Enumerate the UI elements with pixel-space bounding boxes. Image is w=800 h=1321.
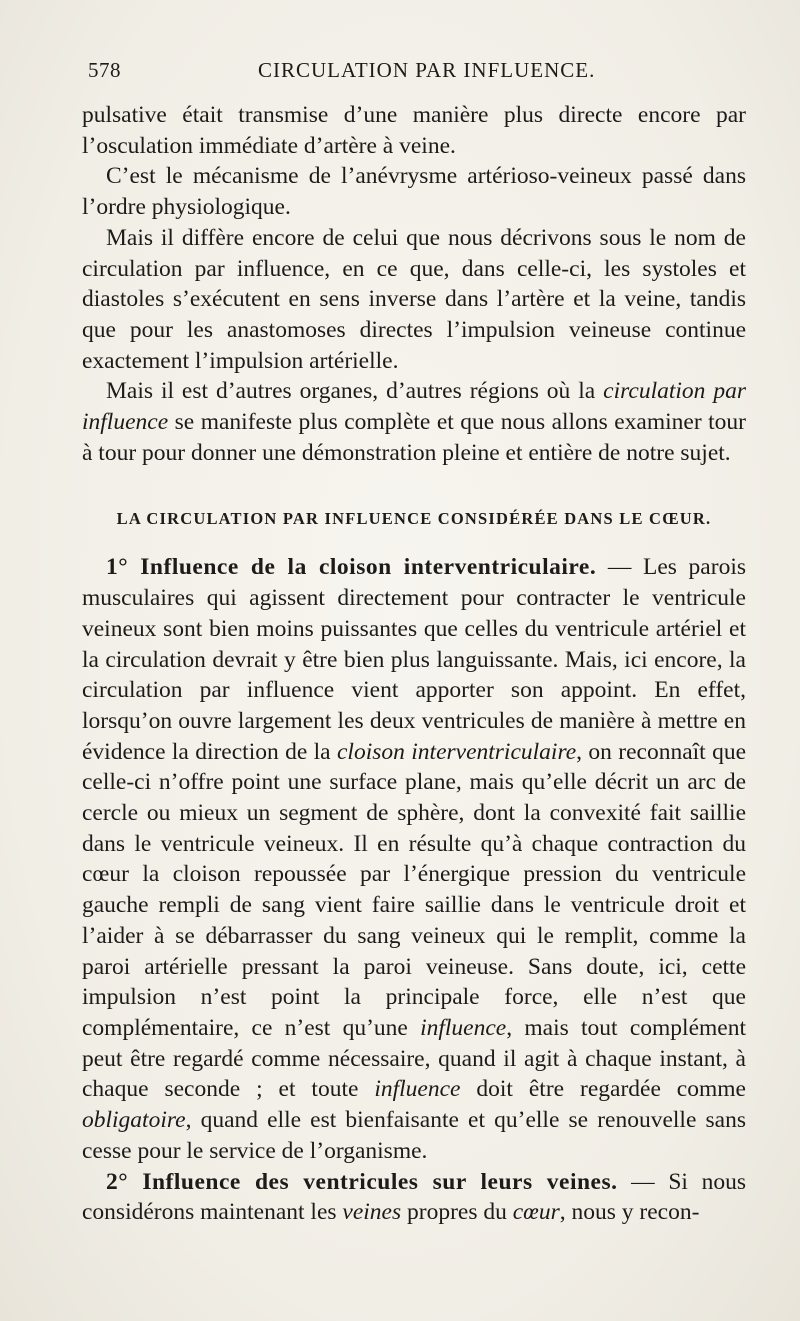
s1-text-e: , quand elle est bienfaisante et qu’elle se renouvelle sans cesse pour le service de l’organisme. (82, 1107, 746, 1164)
s1-text-d: doit être regardée comme (460, 1076, 746, 1103)
paragraph-continuation: pulsative était transmise d’une manière plus directe encore par l’osculation immédiate d’artère à veine. (82, 102, 746, 159)
subheading-ventricles: 2° Influence des ventricules sur leurs veines. (106, 1168, 618, 1195)
s1-emphasis-1: cloison interventriculaire (337, 738, 577, 765)
page-number: 578 (88, 58, 121, 82)
paragraph-septum (82, 552, 746, 1166)
s2-emphasis-2: cœur (512, 1199, 560, 1226)
s1-emphasis-3: influence (374, 1076, 461, 1103)
s2-text-a: — Si nous considérons maintenant les (82, 1168, 746, 1226)
paragraph-other-organs (82, 376, 746, 468)
p4-text-a: Mais il est d’autres organes, d’autres régions où la (106, 378, 604, 405)
s1-text-a: — Les parois musculaires qui agissent directement pour contracter le ventricule veineux sont bien moins puissantes que celles du ventricule artériel et la circulation devrait y être bien plus languissante. Mais, ici encore, la circulation par influence vient apporter son appoint. En effet, lorsqu’on ouvre largement les deux ventricules de manière à mettre en évidence la direction de la (82, 554, 746, 765)
running-head (88, 58, 738, 88)
section-heading: LA CIRCULATION PAR INFLUENCE CONSIDÉRÉE DANS LE CŒUR. (116, 509, 712, 529)
body-text (82, 100, 746, 1228)
paragraph-difference: Mais il diffère encore de celui que nous décrivons sous le nom de circulation par influence, en ce que, dans celle-ci, les systoles et diastoles s’exécutent en sens inverse dans l’artère et la veine, tandis que pour les anastomoses directes l’impulsion veineuse continue exactement l’impulsion artérielle. (82, 224, 746, 374)
paragraph-ventricles-veins (82, 1167, 746, 1228)
s2-text-b: propres du (401, 1199, 513, 1226)
s2-text-c: , nous y recon- (559, 1199, 700, 1226)
p4-text-b: se manifeste plus complète et que nous allons examiner tour à tour pour donner une démonstration pleine et entière de notre sujet. (82, 409, 746, 466)
paragraph-mechanism: C’est le mécanisme de l’anévrysme artérioso-veineux passé dans l’ordre physiologique. (82, 163, 746, 221)
s1-text-c: , mais tout complément peut être regardé comme nécessaire, quand il agit à chaque instant, à chaque seconde ; et toute (82, 1014, 746, 1103)
subheading-septum: 1° Influence de la cloison interventriculaire. (106, 554, 597, 581)
s1-text-b: , on reconnaît que celle-ci n’offre point une surface plane, mais qu’elle décrit un arc de cercle ou mieux un segment de sphère, dont la convexité fait saillie dans le ventricule veineux. Il en résulte qu’à chaque contraction du cœur la cloison repoussée par l’énergique pression du ventricule gauche rempli de sang vient faire saillie dans le ventricule droit et l’aider à se débarrasser du sang veineux qui le remplit, comme la paroi artérielle pressant la paroi veineuse. Sans doute, ici, cette impulsion n’est point la principale force, elle n’est que complémentaire, ce n’est qu’une (82, 738, 747, 1041)
s2-emphasis-1: veines (342, 1199, 402, 1226)
s1-emphasis-2: influence (420, 1014, 507, 1041)
running-title: CIRCULATION PAR INFLUENCE. (258, 58, 596, 82)
s1-emphasis-4: obligatoire (82, 1107, 186, 1134)
p4-emphasis: circulation par influence (82, 378, 746, 436)
